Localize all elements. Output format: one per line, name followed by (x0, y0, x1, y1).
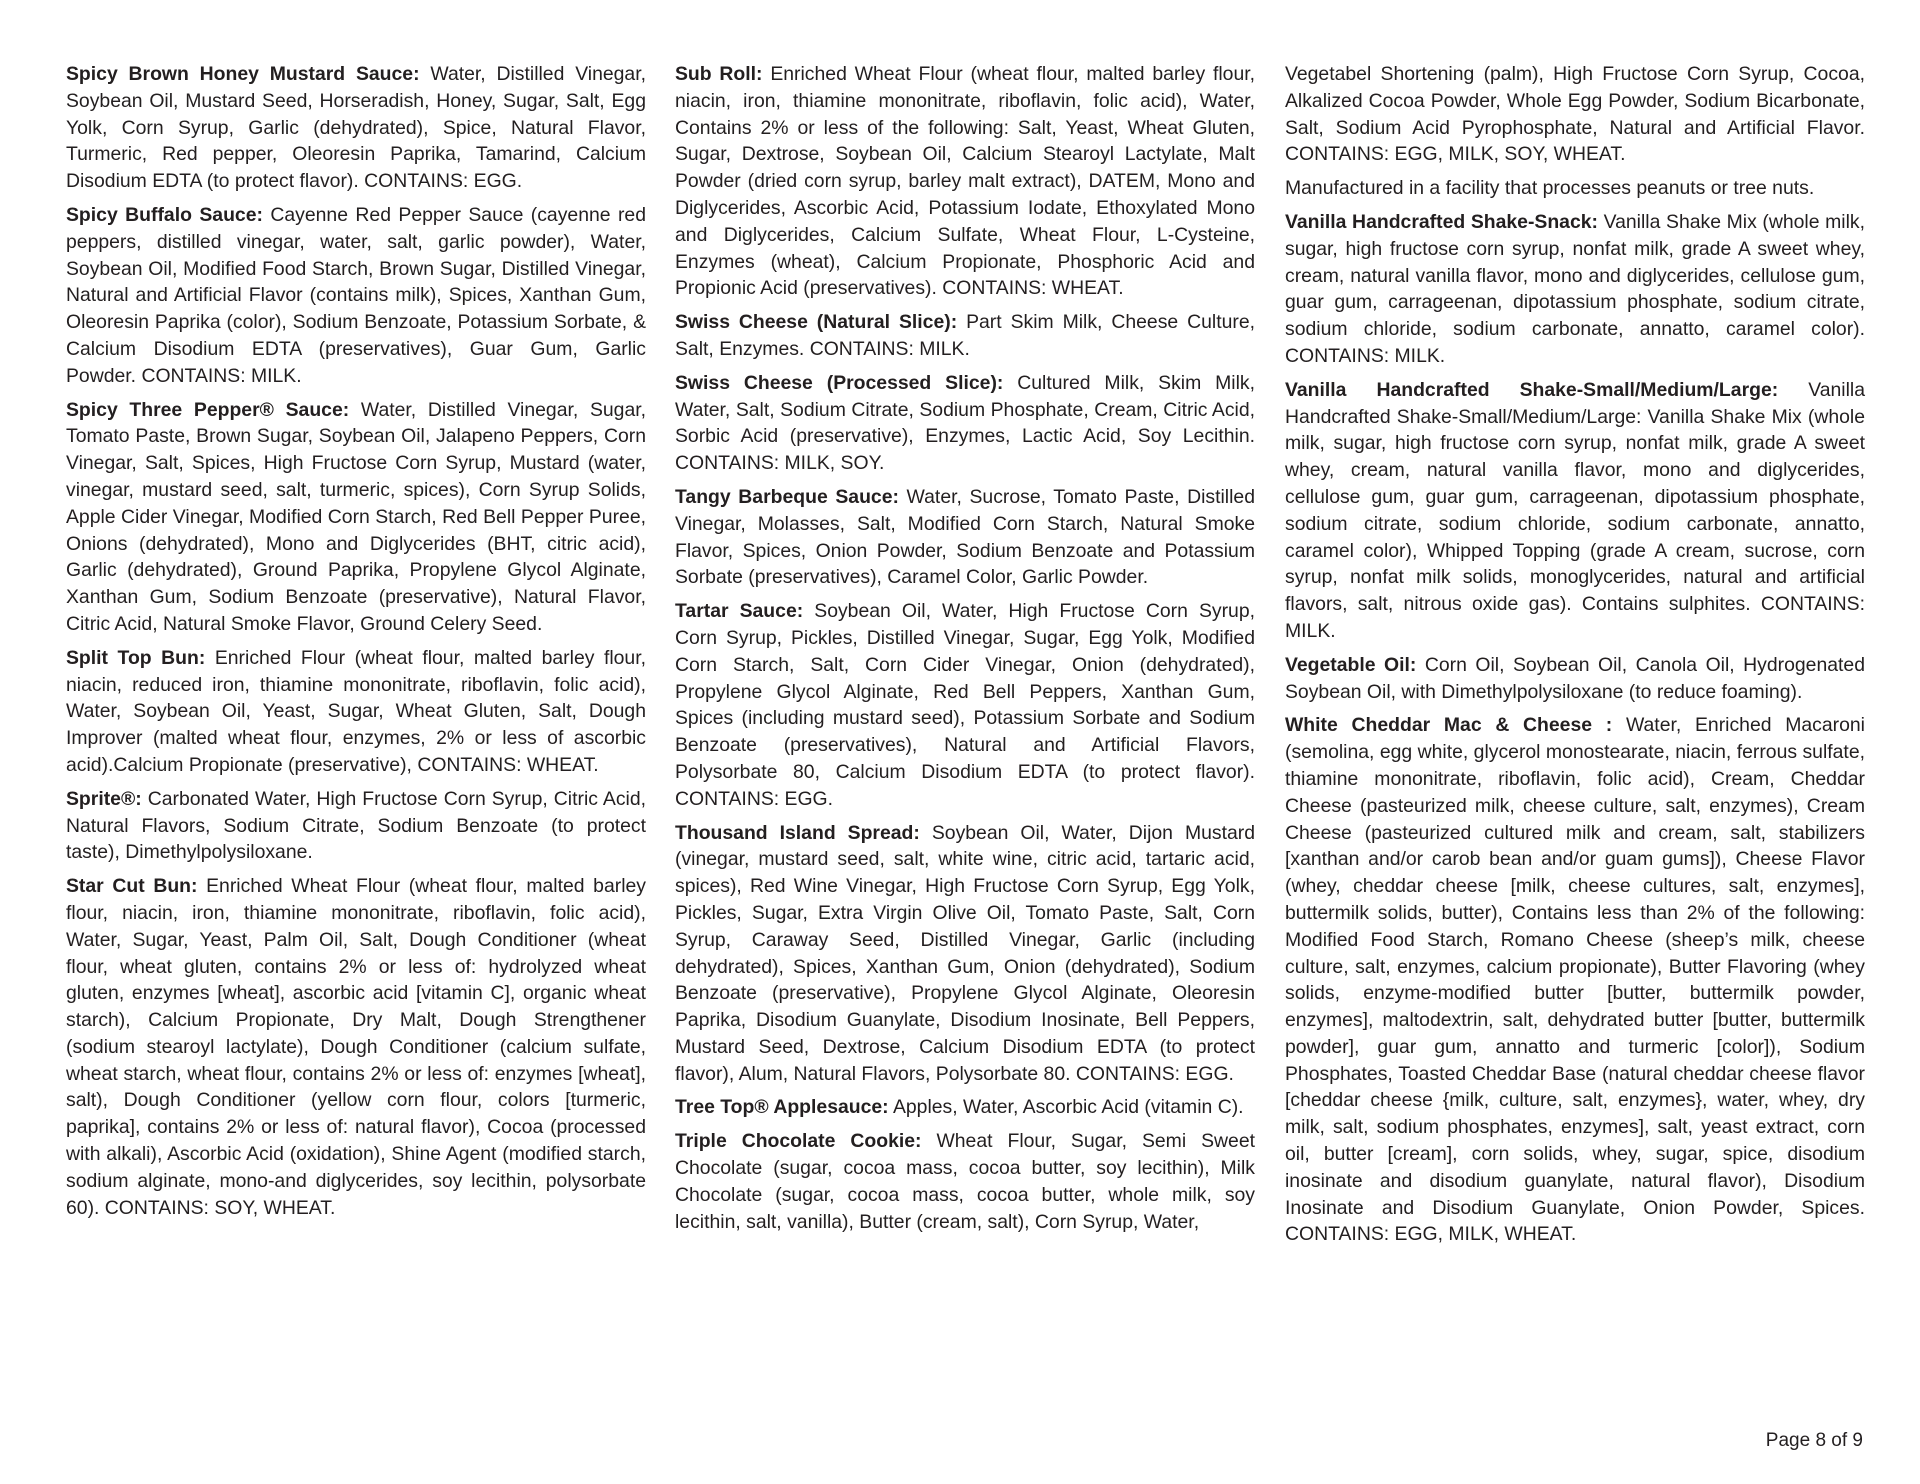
entry-text: Corn Oil, Soybean Oil, Canola Oil, Hydrogenated Soybean Oil, with Dimethylpolysiloxane (to reduce foaming). (1285, 653, 1865, 703)
entry-text: Enriched Flour (wheat flour, malted barley flour, niacin, reduced iron, thiamine mononitrate, riboflavin, folic acid), Water, Soybean Oil, Yeast, Sugar, Wheat Gluten, Salt, Dough Improver (malted wheat flour, enzymes, 2% or less of ascorbic acid).Calcium Propionate (preservative), CONTAINS: WHEAT. (66, 646, 646, 776)
entry-title: Spicy Three Pepper® Sauce: (66, 398, 350, 421)
ingredient-entry (675, 484, 1255, 591)
entry-title: White Cheddar Mac & Cheese : (1285, 714, 1613, 737)
ingredient-entry (675, 370, 1255, 477)
entry-title: Tangy Barbeque Sauce: (675, 485, 899, 508)
ingredient-entry (66, 873, 646, 1221)
ingredient-entry (66, 397, 646, 638)
entry-title: Sub Roll: (675, 63, 763, 85)
entry-title: Triple Chocolate Cookie: (675, 1130, 922, 1153)
entry-text: Apples, Water, Ascorbic Acid (vitamin C). (888, 1096, 1244, 1119)
entry-text: Water, Distilled Vinegar, Sugar, Tomato Paste, Brown Sugar, Soybean Oil, Jalapeno Peppers, Corn Vinegar, Salt, Spices, High Fructose Corn Syrup, Mustard (water, vinegar, mustard seed, salt, turmeric, spices), Corn Syrup Solids, Apple Cider Vinegar, Modified Corn Starch, Red Bell Pepper Puree, Onions (dehydrated), Mono and Diglycerides (BHT, citric acid), Garlic (dehydrated), Ground Paprika, Propylene Glycol Alginate, Xanthan Gum, Sodium Benzoate (preservative), Natural Flavor, Citric Acid, Natural Smoke Flavor, Ground Celery Seed. (66, 398, 646, 635)
entry-title: Spicy Brown Honey Mustard Sauce: (66, 63, 420, 85)
ingredient-entry (675, 820, 1255, 1088)
ingredient-entry (675, 61, 1255, 302)
entry-title: Swiss Cheese (Natural Slice): (675, 311, 958, 334)
ingredient-entry (675, 598, 1255, 812)
ingredient-entry (1285, 652, 1865, 706)
entry-title: Split Top Bun: (66, 646, 206, 669)
ingredient-entry (66, 645, 646, 779)
page-number: Page 8 of 9 (1765, 1430, 1863, 1451)
entry-text: Cayenne Red Pepper Sauce (cayenne red peppers, distilled vinegar, water, salt, garlic powder), Water, Soybean Oil, Modified Food Starch, Brown Sugar, Distilled Vinegar, Natural and Artificial Flavor (contains milk), Spices, Xanthan Gum, Oleoresin Paprika (color), Sodium Benzoate, Potassium Sorbate, & Calcium Disodium EDTA (preservatives), Guar Gum, Garlic Powder. CONTAINS: MILK. (66, 203, 646, 387)
ingredient-entry (66, 786, 646, 866)
entry-title: Spicy Buffalo Sauce: (66, 203, 263, 226)
entry-text: Cultured Milk, Skim Milk, Water, Salt, Sodium Citrate, Sodium Phosphate, Cream, Citric Acid, Sorbic Acid (preservative), Enzymes, Lactic Acid, Soy Lecithin. CONTAINS: MILK, SOY. (675, 371, 1255, 475)
entry-text: Part Skim Milk, Cheese Culture, Salt, Enzymes. CONTAINS: MILK. (675, 311, 1255, 360)
ingredient-entry (1285, 377, 1865, 645)
allergen-facility-note: Manufactured in a facility that processes peanuts or tree nuts. (1285, 177, 1815, 200)
ingredient-entry (1285, 712, 1865, 1248)
entry-title: Thousand Island Spread: (675, 821, 920, 844)
entry-title: Sprite®: (66, 787, 142, 810)
entry-text: Carbonated Water, High Fructose Corn Syrup, Citric Acid, Natural Flavors, Sodium Citrate, Sodium Benzoate (to protect taste), Dimethylpolysiloxane. (66, 787, 646, 864)
ingredient-entry (675, 309, 1255, 363)
ingredient-entry (1285, 209, 1865, 370)
entry-text: Water, Enriched Macaroni (semolina, egg white, glycerol monostearate, niacin, ferrous sulfate, thiamine mononitrate, riboflavin, folic acid), Cream, Cheddar Cheese (pasteurized milk, cheese culture, salt, enzymes), Cream Cheese (pasteurized cultured milk and cream, salt, stabilizers [xanthan and/or carob bean and/or guam gums]), Cheese Flavor (whey, cheddar cheese [milk, cheese cultures, salt, enzymes], buttermilk solids, butter), Contains less than 2% of the following: Modified Food Starch, Romano Cheese (sheep’s milk, cheese culture, salt, enzymes, calcium propionate), Butter Flavoring (whey solids, enzyme-modified butter [butter, buttermilk powder, enzymes], maltodextrin, salt, dehydrated butter [butter, buttermilk powder], guar gum, annatto and turmeric [color]), Sodium Phosphates, Toasted Cheddar Base (natural cheddar cheese flavor [cheddar cheese {milk, culture, salt, enzymes}, water, whey, dry milk, salt, sodium phosphates, enzymes], salt, yeast extract, corn oil, butter [cream], corn solids, whey, sugar, spice, disodium inosinate and disodium guanylate, natural flavor), Disodium Inosinate and Disodium Guanylate, Onion Powder, Spices. CONTAINS: EGG, MILK, WHEAT. (1285, 714, 1865, 1246)
entry-text: Enriched Wheat Flour (wheat flour, malted barley flour, niacin, iron, thiamine mononitrate, riboflavin, folic acid), Water, Contains 2% or less of the following: Salt, Yeast, Wheat Gluten, Sugar, Dextrose, Soybean Oil, Calcium Stearoyl Lactylate, Malt Powder (dried corn syrup, barley malt extract), DATEM, Mono and Diglycerides, Ascorbic Acid, Potassium Iodate, Ethoxylated Mono and Diglycerides, Calcium Sulfate, Wheat Flour, L-Cysteine, Enzymes (wheat), Calcium Propionate, Phosphoric Acid and Propionic Acid (preservatives). CONTAINS: WHEAT. (675, 63, 1256, 300)
entry-text: Water, Distilled Vinegar, Soybean Oil, Mustard Seed, Horseradish, Honey, Sugar, Salt, Egg Yolk, Corn Syrup, Garlic (dehydrated), Spice, Natural Flavor, Turmeric, Red pepper, Oleoresin Paprika, Tamarind, Calcium Disodium EDTA (to protect flavor). CONTAINS: EGG. (66, 63, 646, 193)
entry-text: Vanilla Shake Mix (whole milk, sugar, high fructose corn syrup, nonfat milk, grade A sweet whey, cream, natural vanilla flavor, mono and diglycerides, cellulose gum, guar gum, carrageenan, dipotassium phosphate, sodium citrate, sodium chloride, sodium carbonate, annatto, caramel color). CONTAINS: MILK. (1285, 210, 1865, 367)
entry-text: Vanilla Handcrafted Shake-Small/Medium/Large: Vanilla Shake Mix (whole milk, sugar, high fructose corn syrup, nonfat milk, grade A sweet whey, cream, natural vanilla flavor, mono and diglycerides, cellulose gum, guar gum, carrageenan, dipotassium phosphate, sodium citrate, sodium chloride, sodium carbonate, annatto, caramel color), Whipped Topping (grade A cream, sucrose, corn syrup, nonfat milk solids, monoglycerides, natural and artificial flavors, salt, nitrous oxide gas). Contains sulphites. CONTAINS: MILK. (1285, 378, 1865, 642)
entry-title: Tartar Sauce: (675, 600, 804, 623)
entry-text: Wheat Flour, Sugar, Semi Sweet Chocolate (sugar, cocoa mass, cocoa butter, soy lecithin), Milk Chocolate (sugar, cocoa mass, cocoa butter, whole milk, soy lecithin, salt, vanilla), Butter (cream, salt), Corn Syrup, Water, (675, 1130, 1255, 1233)
entry-title: Vanilla Handcrafted Shake-Snack: (1285, 210, 1598, 233)
entry-text: Water, Sucrose, Tomato Paste, Distilled Vinegar, Molasses, Salt, Modified Corn Starch, Natural Smoke Flavor, Spices, Onion Powder, Sodium Benzoate and Potassium Sorbate (preservatives), Caramel Color, Garlic Powder. (675, 485, 1255, 589)
entry-title: Swiss Cheese (Processed Slice): (675, 371, 1004, 394)
ingredient-entry (675, 1128, 1255, 1235)
entry-title: Vanilla Handcrafted Shake-Small/Medium/Large: (1285, 378, 1779, 401)
column-1 (66, 61, 646, 1228)
entry-continuation: Vegetabel Shortening (palm), High Fructose Corn Syrup, Cocoa, Alkalized Cocoa Powder, Whole Egg Powder, Sodium Bicarbonate, Salt, Sodium Acid Pyrophosphate, Natural and Artificial Flavor. CONTAINS: EGG, MILK, SOY, WHEAT. (1285, 63, 1865, 166)
entry-title: Vegetable Oil: (1285, 653, 1417, 676)
ingredient-entry (66, 61, 646, 195)
entry-text: Enriched Wheat Flour (wheat flour, malted barley flour, niacin, iron, thiamine mononitrate, riboflavin, folic acid), Water, Sugar, Yeast, Palm Oil, Salt, Dough Conditioner (wheat flour, wheat gluten, contains 2% or less of: hydrolyzed wheat gluten, enzymes [wheat], ascorbic acid [vitamin C], organic wheat starch), Calcium Propionate, Dry Malt, Dough Strengthener (sodium stearoyl lactylate), Dough Conditioner (calcium sulfate, wheat starch, wheat flour, contains 2% or less of: enzymes [wheat], salt), Dough Conditioner (yellow corn flour, colors [turmeric, paprika], contains 2% or less of: natural flavor), Cocoa (processed with alkali), Ascorbic Acid (oxidation), Shine Agent (modified starch, sodium alginate, mono-and diglycerides, soy lecithin, polysorbate 60). CONTAINS: SOY, WHEAT. (66, 875, 646, 1219)
entry-text: Soybean Oil, Water, Dijon Mustard (vinegar, mustard seed, salt, white wine, citric acid, tartaric acid, spices), Red Wine Vinegar, High Fructose Corn Syrup, Egg Yolk, Pickles, Sugar, Extra Virgin Olive Oil, Tomato Paste, Salt, Corn Syrup, Caraway Seed, Distilled Vinegar, Garlic (including dehydrated), Spices, Xanthan Gum, Onion (dehydrated), Sodium Benzoate (preservative), Propylene Glycol Alginate, Oleoresin Paprika, Disodium Guanylate, Disodium Inosinate, Bell Peppers, Mustard Seed, Dextrose, Calcium Disodium EDTA (to protect flavor), Alum, Natural Flavors, Polysorbate 80. CONTAINS: EGG. (675, 821, 1256, 1085)
ingredient-entry (66, 202, 646, 390)
entry-title: Star Cut Bun: (66, 875, 198, 898)
ingredient-entry (675, 1094, 1255, 1121)
entry-title: Tree Top® Applesauce: (675, 1096, 889, 1119)
column-2 (675, 61, 1255, 1242)
entry-text: Soybean Oil, Water, High Fructose Corn Syrup, Corn Syrup, Pickles, Distilled Vinegar, Sugar, Egg Yolk, Modified Corn Starch, Salt, Corn Cider Vinegar, Onion (dehydrated), Propylene Glycol Alginate, Red Bell Peppers, Xanthan Gum, Spices (including mustard seed), Potassium Sorbate and Sodium Benzoate (preservatives), Natural and Artificial Flavors, Polysorbate 80, Calcium Disodium EDTA (to protect flavor). CONTAINS: EGG. (675, 600, 1255, 810)
column-3 (1285, 61, 1865, 1255)
